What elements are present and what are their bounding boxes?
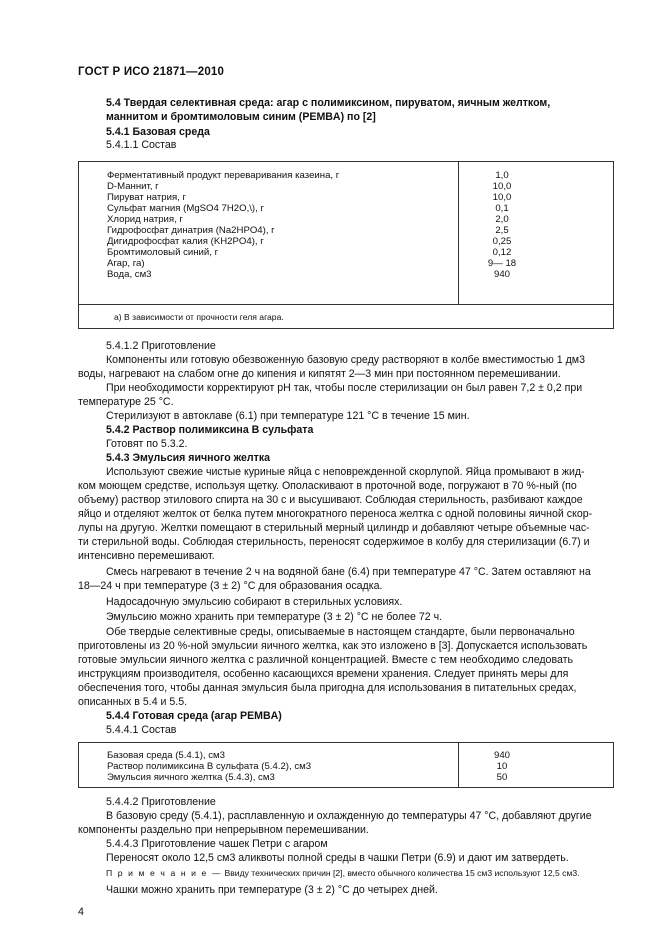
table-row-value: 940 (493, 269, 510, 280)
paragraph-line: Готовят по 5.3.2. (106, 438, 188, 450)
section-5-4-1-2-label: 5.4.1.2 Приготовление (106, 340, 216, 352)
page-number: 4 (78, 906, 84, 918)
table-column-divider (458, 162, 459, 304)
table-row-name: Раствор полимиксина В сульфата (5.4.2), см3 (107, 761, 312, 772)
table-row-name: Агар, га) (107, 258, 145, 269)
table-row-value: 0,1 (495, 203, 509, 214)
table-row-value: 1,0 (495, 170, 509, 181)
table-row-name: Вода, см3 (107, 269, 152, 280)
table-row-value: 50 (496, 772, 508, 783)
section-5-4-heading-line1: 5.4 Твердая селективная среда: агар с полимиксином, пируватом, яичным желтком, (106, 97, 551, 109)
paragraph-line: компоненты раздельно при непрерывном перемешивании. (78, 824, 369, 836)
paragraph-line: воды, нагревают на слабом огне до кипения и кипятят 2—3 мин при постоянном перемешивании. (78, 368, 561, 380)
table-row-name: Сульфат магния (MgSO4 7H2O,\), г (107, 203, 264, 214)
section-5-4-1-1-label: 5.4.1.1 Состав (106, 139, 177, 151)
section-5-4-4-2-label: 5.4.4.2 Приготовление (106, 796, 216, 808)
paragraph-line: интенсивно перемешивают. (78, 550, 215, 562)
table-row-name: Пируват натрия, г (107, 192, 186, 203)
paragraph-line: Эмульсию можно хранить при температуре (3 ± 2) °С не более 72 ч. (106, 611, 443, 623)
paragraph-line: Переносят около 12,5 см3 аликвоты полной среды в чашки Петри (6.9) и дают им затвердеть. (106, 852, 569, 864)
paragraph-line: обеспечения того, чтобы данная эмульсия была пригодна для использования в питательных средах, (78, 682, 577, 694)
table-row-value: 940 (493, 750, 510, 761)
table-row-value: 2,0 (495, 214, 509, 225)
table-row-name: Хлорид натрия, г (107, 214, 183, 225)
table-row-name: Эмульсия яичного желтка (5.4.3), см3 (107, 772, 275, 783)
paragraph-line: В базовую среду (5.4.1), расплавленную и охлажденную до температуры 47 °С, добавляют другие (106, 810, 592, 822)
table-row-value: 0,25 (492, 236, 512, 247)
section-5-4-4-3-label: 5.4.4.3 Приготовление чашек Петри с агаром (106, 838, 328, 850)
paragraph-line: При необходимости корректируют рН так, чтобы после стерилизации он был равен 7,2 ± 0,2 при (106, 382, 583, 394)
table-row-name: Бромтимоловый синий, г (107, 247, 219, 258)
note-line (106, 868, 580, 878)
section-5-4-3-heading: 5.4.3 Эмульсия яичного желтка (106, 452, 271, 464)
paragraph-line: яйцо и отделяют желток от белка путем многократного переноса желтка с одной половины яичной скор- (78, 508, 593, 520)
paragraph-line: Компоненты или готовую обезвоженную базовую среду растворяют в колбе вместимостью 1 дм3 (106, 354, 585, 366)
table-row-value: 0,12 (492, 247, 512, 258)
table-footnote: а) В зависимости от прочности геля агара. (114, 312, 284, 322)
table-row-name: Гидрофосфат динатрия (Na2HPO4), г (107, 225, 275, 236)
paragraph-line: объему) раствор этилового спирта на 30 с и высушивают. Соблюдая стерильность, разбивают каждое (78, 494, 583, 506)
table-column-divider (458, 743, 459, 787)
table-row-value: 9— 18 (487, 258, 517, 269)
table-row-value: 10,0 (492, 192, 512, 203)
table-row-name: Ферментативный продукт переваривания казеина, г (107, 170, 340, 181)
paragraph-line: Чашки можно хранить при температуре (3 ± 2) °С до четырех дней. (106, 884, 438, 896)
section-5-4-1-heading: 5.4.1 Базовая среда (106, 126, 210, 138)
note-label: П р и м е ч а н и е — (106, 868, 223, 878)
note-text: Ввиду технических причин [2], вместо обычного количества 15 см3 используют 12,5 см3. (224, 868, 580, 878)
paragraph-line: Смесь нагревают в течение 2 ч на водяной бане (6.4) при температуре 47 °С. Затем оставляют на (106, 566, 591, 578)
table-row-value: 10 (496, 761, 508, 772)
paragraph-line: инструкциям производителя, особенно касающихся времени хранения. Следует принять меры для (78, 668, 569, 680)
section-5-4-heading-line2: маннитом и бромтимоловым синим (PEMBA) по [2] (106, 111, 376, 123)
paragraph-line: описанных в 5.4 и 5.5. (78, 696, 188, 708)
document-header: ГОСТ Р ИСО 21871—2010 (78, 66, 225, 78)
paragraph-line: приготовлены из 20 %-ной эмульсии яичного желтка, как это изложено в [3]. Допускается использовать (78, 640, 588, 652)
section-5-4-4-heading: 5.4.4 Готовая среда (агар PEMBA) (106, 710, 282, 722)
paragraph-line: Используют свежие чистые куриные яйца с неповрежденной скорлупой. Яйца промывают в жид- (106, 466, 585, 478)
paragraph-line: лупы на другую. Желтки помещают в стерильный мерный цилиндр и добавляют четыре объемные час- (78, 522, 590, 534)
paragraph-line: ком моющем средстве, используя щетку. Ополаскивают в проточной воде, погружают в 70 %-ный (по (78, 480, 577, 492)
paragraph-line: ти стерильной воды. Соблюдая стерильность, переносят содержимое в колбу для стерилизации (6.7) и (78, 536, 590, 548)
table-row-name: Базовая среда (5.4.1), см3 (107, 750, 225, 761)
paragraph-line: готовые эмульсии яичного желтка с различной концентрацией. Вместе с тем необходимо следовать (78, 654, 573, 666)
paragraph-line: Обе твердые селективные среды, описываемые в настоящем стандарте, были первоначально (106, 626, 575, 638)
table-row-name: D-Маннит, г (107, 181, 159, 192)
paragraph-line: Стерилизуют в автоклаве (6.1) при температуре 121 °С в течение 15 мин. (106, 410, 470, 422)
table-row-name: Дигидрофосфат калия (KH2PO4), г (107, 236, 264, 247)
table-divider (78, 304, 613, 305)
paragraph-line: Надосадочную эмульсию собирают в стерильных условиях. (106, 596, 403, 608)
table-row-value: 10,0 (492, 181, 512, 192)
table-row-value: 2,5 (495, 225, 509, 236)
paragraph-line: температуре 25 °С. (78, 396, 174, 408)
section-5-4-2-heading: 5.4.2 Раствор полимиксина В сульфата (106, 424, 314, 436)
section-5-4-4-1-label: 5.4.4.1 Состав (106, 724, 177, 736)
paragraph-line: 18—24 ч при температуре (3 ± 2) °С для образования осадка. (78, 580, 383, 592)
